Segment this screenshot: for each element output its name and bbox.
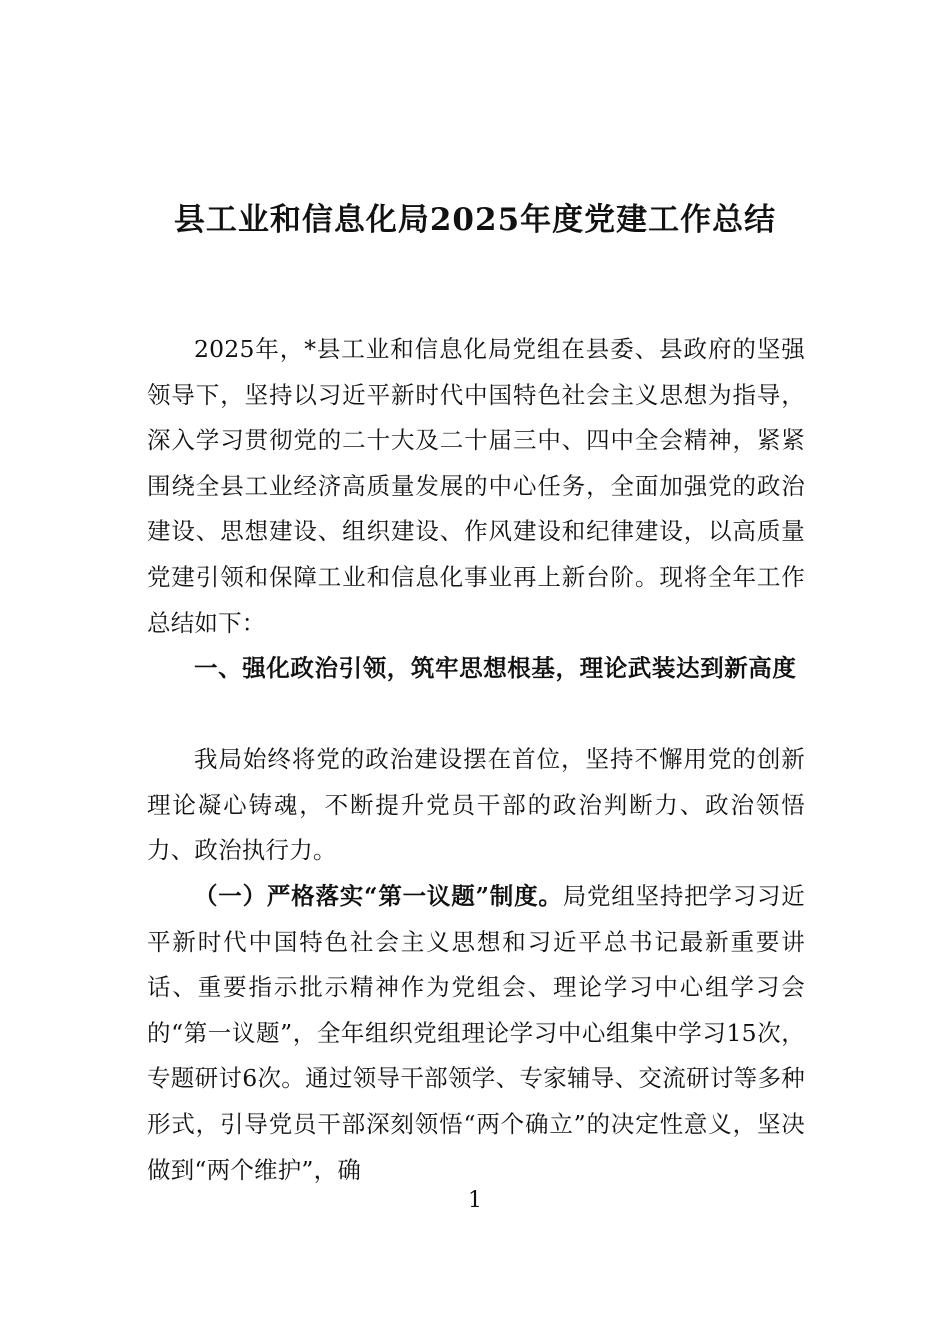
document-title: 县工业和信息化局2025年度党建工作总结 xyxy=(173,202,777,238)
section-1-paragraph: 我局始终将党的政治建设摆在首位，坚持不懈用党的创新理论凝心铸魂，不断提升党员干部的政治判断力、政治领悟力、政治执行力。 xyxy=(147,745,805,865)
subsection-1-title: （一）严格落实“第一议题”制度。 xyxy=(194,882,563,910)
page-number: 1 xyxy=(468,1188,482,1213)
section-1-heading: 一、强化政治引领，筑牢思想根基，理论武装达到新高度 xyxy=(194,654,797,682)
subsection-1-text: 局党组坚持把学习习近平新时代中国特色社会主义思想和习近平总书记最新重要讲话、重要指示批示精神作为党组会、理论学习中心组学习会的“第一议题”，全年组织党组理论学习中心组集中学习15次，专题研讨6次。通过领导干部领学、专家辅导、交流研讨等多种形式，引导党员干部深刻领悟“两个确立”的决定性意义，坚决做到“两个维护”，确 xyxy=(147,882,806,1184)
subsection-1-paragraph xyxy=(147,874,805,1193)
intro-paragraph: 2025年，*县工业和信息化局党组在县委、县政府的坚强领导下，坚持以习近平新时代中国特色社会主义思想为指导，深入学习贯彻党的二十大及二十届三中、四中全会精神，紧紧围绕全县工业经济高质量发展的中心任务，全面加强党的政治建设、思想建设、组织建设、作风建设和纪律建设，以高质量党建引领和保障工业和信息化事业再上新台阶。现将全年工作总结如下： xyxy=(147,335,805,637)
